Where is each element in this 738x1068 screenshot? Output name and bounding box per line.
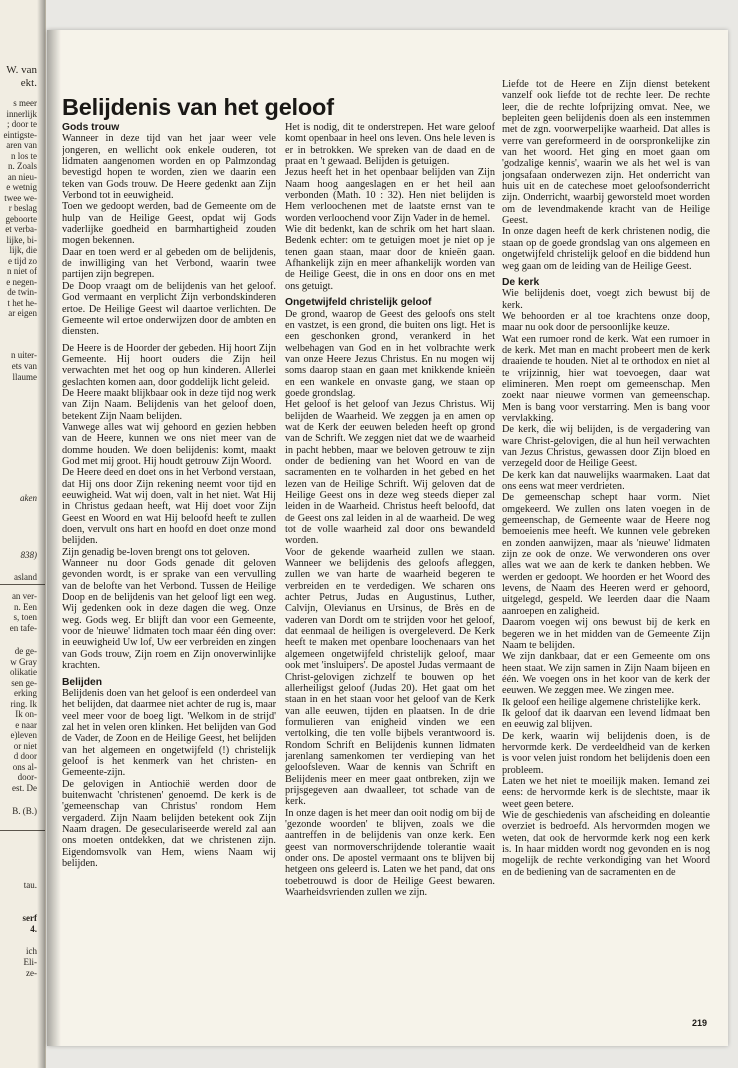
previous-page-fragment: e wetnig [6, 182, 37, 192]
paragraph: De kerk kan dat nauwelijks waarmaken. Laat dat ons eens wat meer verdrieten. [502, 469, 710, 493]
previous-page-fragment: d door [13, 751, 37, 761]
previous-page-fragment: n. Zoals [8, 161, 37, 171]
previous-page-fragment: s, toen [13, 612, 37, 622]
paragraph: De Heere maakt blijkbaar ook in deze tijd nog werk van Zijn Naam. Belijdenis van het geloof doen, betekent Zijn Naam belijden. [62, 387, 276, 422]
section-heading: Ongetwijfeld christelijk geloof [285, 297, 432, 309]
paragraph: Laten we het niet te moeilijk maken. Iemand zei eens: de hervormde kerk is de slechtste, maar ik weet geen betere. [502, 775, 710, 810]
article-title: Belijdenis van het geloof [62, 94, 334, 120]
paragraph: Wanneer in deze tijd van het jaar weer vele jongeren, en wellicht ook enkele ouderen, tot lidmaten aangenomen worden en op Palmzondag bevestigd hopen te worden, zien we daarin een teken van Gods trouw. De Heere gedenkt aan Zijn Verbond tot in eeuwigheid. [62, 133, 276, 202]
previous-page-fragment: aken [20, 493, 37, 503]
previous-page-fragment: r beslag [8, 203, 37, 213]
previous-page-fragment: s meer [13, 98, 37, 108]
previous-page-fragment: ich [26, 946, 37, 956]
paragraph: Zijn genadig be-loven brengt ons tot geloven. [62, 546, 250, 558]
previous-page-fragment: est. De [12, 782, 37, 793]
previous-page-fragment: sen ge- [11, 677, 37, 688]
previous-page-fragment: erking [14, 688, 37, 698]
paragraph: De grond, waarop de Geest des geloofs ons stelt en vastzet, is een grond, die buiten ons ligt. Het is een geschonken grond, verankerd in het welbehagen van God en in het volbrachte werk van onze Heere Jezus Christus. En nu mogen wij soms daarop staan en gaan met knikkende knieën en een wankele en onvaste gang, we staan op goede grondslag. [285, 308, 495, 399]
paragraph: Ik geloof dat ik daarvan een levend lidmaat ben en eeuwig zal blijven. [502, 707, 710, 731]
previous-page-fragment: e naar [15, 719, 37, 730]
previous-page-fragment: ; door te [7, 119, 37, 129]
paragraph: In onze dagen is het meer dan ooit nodig om bij de 'gezonde woorden' te blijven, zoals we die aantreffen in de belijdenis van onze kerk. Een geest van normoverschrijdende tolerantie waait onder ons. De apostel vermaant ons te blijven bij hetgeen ons geleerd is. Laten we het pand, dat ons toebetrouwd is door de Heilige Geest bewaren. Waarheidsvrienden zullen we zijn. [285, 807, 495, 899]
previous-page-fragment: geboorte [5, 213, 37, 224]
paragraph: We behoorden er al toe krachtens onze doop, maar nu ook door de persoonlijke keuze. [502, 310, 710, 334]
paragraph: Het is nodig, dit te onderstrepen. Het ware geloof komt openbaar in heel ons leven. Ons hele leven is er in betrokken. We spreken van de daad en de praat en 't gewaad. Belijden is getuigen. [285, 122, 495, 168]
section-heading: Gods trouw [62, 122, 120, 133]
paragraph: Wie dit bedenkt, kan de schrik om het hart slaan. Bedenk echter: om te getuigen moet je niet op je tenen gaan staan, maar door de knieën gaan. Afhankelijk zijn en meer afhankelijk worden van de Heilige Geest, die in ons en door ons en met ons getuigt. [285, 224, 495, 292]
previous-page-fragment: olikatie [10, 667, 37, 677]
page-number: 219 [692, 1018, 708, 1028]
previous-page-fragment: Eli- [23, 957, 37, 967]
previous-page-fragment: t het he- [7, 297, 37, 308]
previous-page-fragment: e tijd zo [8, 255, 37, 266]
paragraph: De Doop vraagt om de belijdenis van het geloof. God vermaant en verplicht Zijn verbondskinderen ertoe. De Heilige Geest wil daartoe verlichten. De Gemeente wil ertoe onderwijzen door de ambten en diensten. [62, 280, 276, 338]
paragraph: Wie belijdenis doet, voegt zich bewust bij de kerk. [502, 288, 710, 311]
previous-page-fragment: et verba- [5, 224, 37, 234]
paragraph: Vanwege alles wat wij gehoord en gezien hebben van de Heere, kunnen we ons niet meer van de domme houden. We doen belijdenis: komt, maakt God met mij groot. Hij houdt getrouw Zijn Woord. [62, 421, 276, 467]
previous-page-fragment: eintigste- [3, 129, 37, 140]
paragraph: De kerk, waarin wij belijdenis doen, is de hervormde kerk. De verdeeldheid van de kerken is voor velen juist rondom het belijdenis doen een probleem. [502, 730, 710, 776]
paragraph: We zijn dankbaar, dat er een Gemeente om ons heen staat. We zijn samen in Zijn Naam bijeen en één. We voegen ons in het koor van de kerk der eeuwen. We zeggen mee. We zingen mee. [502, 651, 710, 697]
paragraph: Jezus heeft het in het openbaar belijden van Zijn Naam hoog aangeslagen en er het heil aan verbonden (Math. 10 : 32). Hen niet belijden is Hem verloochenen met de laatste ernst van te worden verloochend voor Zijn Vader in de hemel. [285, 167, 495, 224]
previous-page-fragment: twee we- [4, 192, 37, 203]
previous-page-fragment: lijke, bi- [6, 234, 37, 245]
previous-page-fragment: W. van [6, 64, 37, 76]
previous-page-fragment: an nieu- [7, 171, 37, 182]
paragraph: De kerk, die wij belijden, is de vergadering van ware Christ-gelovigen, die al hun heil verwachten van Jezus Christus, gewassen door Zijn bloed en verzegeld door de Heilige Geest. [502, 424, 710, 470]
page-fold-shadow [37, 0, 45, 1068]
paragraph: Voor de gekende waarheid zullen we staan. Wanneer we belijdenis des geloofs afleggen, zullen we van harte de waarheid begeren te verbreiden en te verdedigen. We scharen ons achter Petrus, Judas en Augustinus, Luther, Calvijn, Olevianus en Ursinus, de Brès en de vaderen van Dordt om te strijden voor het geloof, dat eenmaal de heiligen is overgeleverd. De Kerk heeft te maken met openbare loochenaars van het algemeen ongetwijfeld christelijk geloof, maar ook met 'insluipers'. De apostel Judas vermaant de Christ-gelovigen zichzelf te bouwen op het allerheiligst geloof (Judas 20). Het gaat om het staan in en het staan voor het geloof van de Kerk van alle eeuwen, tijden en plaatsen. In de drie formulieren van enigheid vinden we een vertolking, die ten volle bijbels verantwoord is. Rondom Schrift en Belijdenis kunnen lidmaten jarenlang samenkomen ter verdieping van het geloofsleven. Waar de kennis van Schrift en Belijdenis meer en meer gaat ontbreken, zijn we prijsgegeven aan dwaalleer, tot schade van de kerk. [285, 546, 495, 808]
previous-page-edge [0, 0, 46, 1068]
previous-page-fragment: serf [22, 913, 37, 923]
article-column-2 [285, 122, 495, 1032]
paragraph: Liefde tot de Heere en Zijn dienst betekent vanzelf ook liefde tot de rechte leer. De rechte leer, die de rechte lofprijzing omvat. Nee, we bepleiten geen belijdenis doen als een instemmen met de zgn. voorwerpelijke waarheid. Dat alles is verre van gereformeerd in de oorspronkelijke zin van het woord. Het ging en moet gaan om 'godzalige kennis', waarin we als het wel is van jongsafaan onderwezen zijn. Het onderricht van huis uit en de catechese moet geloofsonderricht zijn. Onderricht, waarbij geworsteld moet worden om de levendmakende kracht van de Heilige Geest. [502, 79, 710, 227]
previous-page-fragment: tau. [23, 880, 37, 890]
previous-page-fragment: e negen- [6, 276, 37, 287]
previous-page-fragment: ze- [26, 968, 37, 978]
paragraph: Wie de geschiedenis van afscheiding en doleantie overziet is bedroefd. Als hervormden mogen we weten, dat ook de hervormde kerk nog een kerk is. In haar midden wordt nog gevonden en is nog mogelijk de rechte verkondiging van het Woord en de bediening van de sacramenten en de [502, 810, 710, 878]
previous-page-fragment: n. Een [14, 601, 37, 612]
previous-page-fragment: door- [17, 772, 37, 782]
previous-page-fragment: en tafe- [9, 622, 37, 633]
article-column-1 [62, 122, 276, 1032]
paragraph: De gemeenschap schept haar vorm. Niet omgekeerd. We zullen ons laten voegen in de gemeenschap, de Gemeente waar de Heere nog bemoeienis mee heeft. We kunnen vele gebreken en zonden aanwijzen, maar als 'nieuwe' lidmaten zijn ze ook de onze. We verwonderen ons over alles wat we aan de kerk te danken hebben. We werden er gedoopt. We hoorden er het Woord des levens, de Naam des Heeren werd er gehoord, uitgelegd, gespeld. We leerden daar die Naam aanroepen en zaligheid. [502, 492, 710, 617]
paragraph: Wanneer nu door Gods genade dit geloven gevonden wordt, is er sprake van een vervulling van de belofte van het Verbond. Tussen de Heilige Doop en de belijdenis van het geloof ligt een weg. Wij gedenken ook in deze dagen die weg. Onze weg. Gods weg. Er blijft dan voor een Gemeente, voor de 'nieuwe' lidmaten toch maar één ding over: in eeuwigheid Uw lof, Uw eer verbreiden en zingen van Gods trouw, Zijn roem en Zijn onoverwinlijke krachten. [62, 558, 276, 672]
section-heading: Belijden [62, 676, 103, 688]
previous-page-fragment: e)leven [10, 730, 37, 740]
paragraph: Belijdenis doen van het geloof is een onderdeel van het belijden, dat daarmee niet achter de rug is, maar veel meer voor de boeg ligt. 'Welkom in de strijd' zal het in velen oren klinken. Het belijden van God de Vader, de Zoon en de Heilige Geest, het belijden van het algemeen en ongetwijfeld (!) christelijk geloof is het kenmerk van het christen- en Gemeente-zijn. [62, 687, 276, 779]
previous-page-fragment: ekt. [20, 77, 37, 89]
previous-page-fragment: n uiter- [10, 350, 37, 360]
previous-page-fragment: ets van [11, 361, 37, 371]
previous-page-fragment: ons al- [12, 761, 37, 772]
previous-page-fragment: de ge- [14, 646, 37, 656]
previous-page-fragment: 838) [20, 550, 37, 560]
paragraph: Daar en toen werd er al gebeden om de belijdenis, de inwilliging van het Verbond, waarin twee partijen zijn begrepen. [62, 246, 276, 281]
previous-page-fragment: de twin- [7, 287, 37, 297]
previous-page-fragment: 4. [30, 924, 37, 934]
previous-page-fragment: Ik on- [15, 709, 37, 719]
paragraph: De Heere is de Hoorder der gebeden. Hij hoort Zijn Gemeente. Hij hoort ouders die Zijn heil verwachten met het oog op hun kinderen. Allerlei geslachten komen aan, door goddelijk licht geleid. [62, 342, 276, 388]
paragraph: Daarom voegen wij ons bewust bij de kerk en begeren we in het midden van de Gemeente Zijn Naam te belijden. [502, 617, 710, 651]
previous-page-fragment: an ver- [11, 591, 37, 601]
paragraph: Ik geloof een heilige algemene christelijke kerk. [502, 696, 701, 708]
previous-page-fragment: w Gray [10, 656, 37, 667]
previous-page-fragment: llaume [12, 372, 37, 382]
binding-gutter-shadow [47, 30, 61, 1046]
previous-page-fragment: B. (B.) [12, 806, 37, 816]
previous-page-fragment: asland [14, 572, 37, 582]
previous-page-fragment: aren van [6, 140, 37, 150]
previous-page-fragment: innerlijk [6, 108, 37, 119]
paragraph: De gelovigen in Antiochië werden door de buitenwacht 'christenen' genoemd. De kerk is de 'gemeenschap van Christus' rondom Hem vergaderd. Zijn Naam belijden betekent ook Zijn Naam dragen. De geseculariseerde wereld zal aan ons moeten ontdekken, dat we christenen zijn. Eigendomsvolk van Hem, wiens Naam wij belijden. [62, 778, 276, 869]
paragraph: Wat een rumoer rond de kerk. Wat een rumoer in de kerk. Met man en macht probeert men de kerk draaiende te houden. Niet al te orthodox en niet al te vrijzinnig, hier wat toevoegen, daar wat elimineren. Men roept om gemeenschap. Men zoekt naar nieuwe vormen van gemeenschap. Men is bang voor verstarring. Men is bang voor vervlakking. [502, 333, 710, 424]
previous-page-fragment: n los te [11, 150, 37, 161]
article-column-3 [502, 79, 710, 1032]
paragraph: Toen we gedoopt werden, bad de Gemeente om de hulp van de Heilige Geest, opdat wij Gods vaderlijke goedheid en barmhartigheid zouden mogen bekennen. [62, 201, 276, 247]
previous-page-fragment: ring. Ik [10, 698, 37, 709]
previous-page-fragment: or niet [13, 740, 37, 751]
previous-page-fragment: ar eigen [8, 308, 37, 318]
paragraph: De Heere deed en doet ons in het Verbond verstaan, dat Hij ons door Zijn rekening neemt voor tijd en eeuwigheid. Wat wij doen, valt in het niet. Wat Hij in Christus gedaan heeft, wat Hij doet voor Zijn Geest en Woord en wat Hij beloofd heeft te zullen doen, vervult ons hart en hoofd en doet onze mond belijden. [62, 467, 276, 547]
previous-page-fragment: n niet of [7, 266, 37, 276]
paragraph: In onze dagen heeft de kerk christenen nodig, die staan op de goede grondslag van ons algemeen en ongetwijfeld christelijk geloof en die biddend hun weg gaan om de leiding van de Heilige Geest. [502, 226, 710, 272]
section-heading: De kerk [502, 276, 540, 288]
paragraph: Het geloof is het geloof van Jezus Christus. Wij belijden de Waarheid. We zeggen ja en amen op wat de Kerk der eeuwen beleden heeft op grond van de Schrift. We zeggen niet dat we de waarheid in pacht hebben, maar we beloven getrouw te zijn onder de bediening van het Woord en van de sacramenten en te volharden in het gebed en het lezen van de Heilige Schrift. Wij geloven dat de Heilige Geest ons in deze weg steeds dieper zal leiden in de Waarheid. Christus heeft beloofd, dat de Geest ons zal leiden in al de waarheid. De weg tot de volle waarheid zal door ons bewandeld worden. [285, 399, 495, 547]
previous-page-fragment: lijk, die [9, 245, 37, 255]
